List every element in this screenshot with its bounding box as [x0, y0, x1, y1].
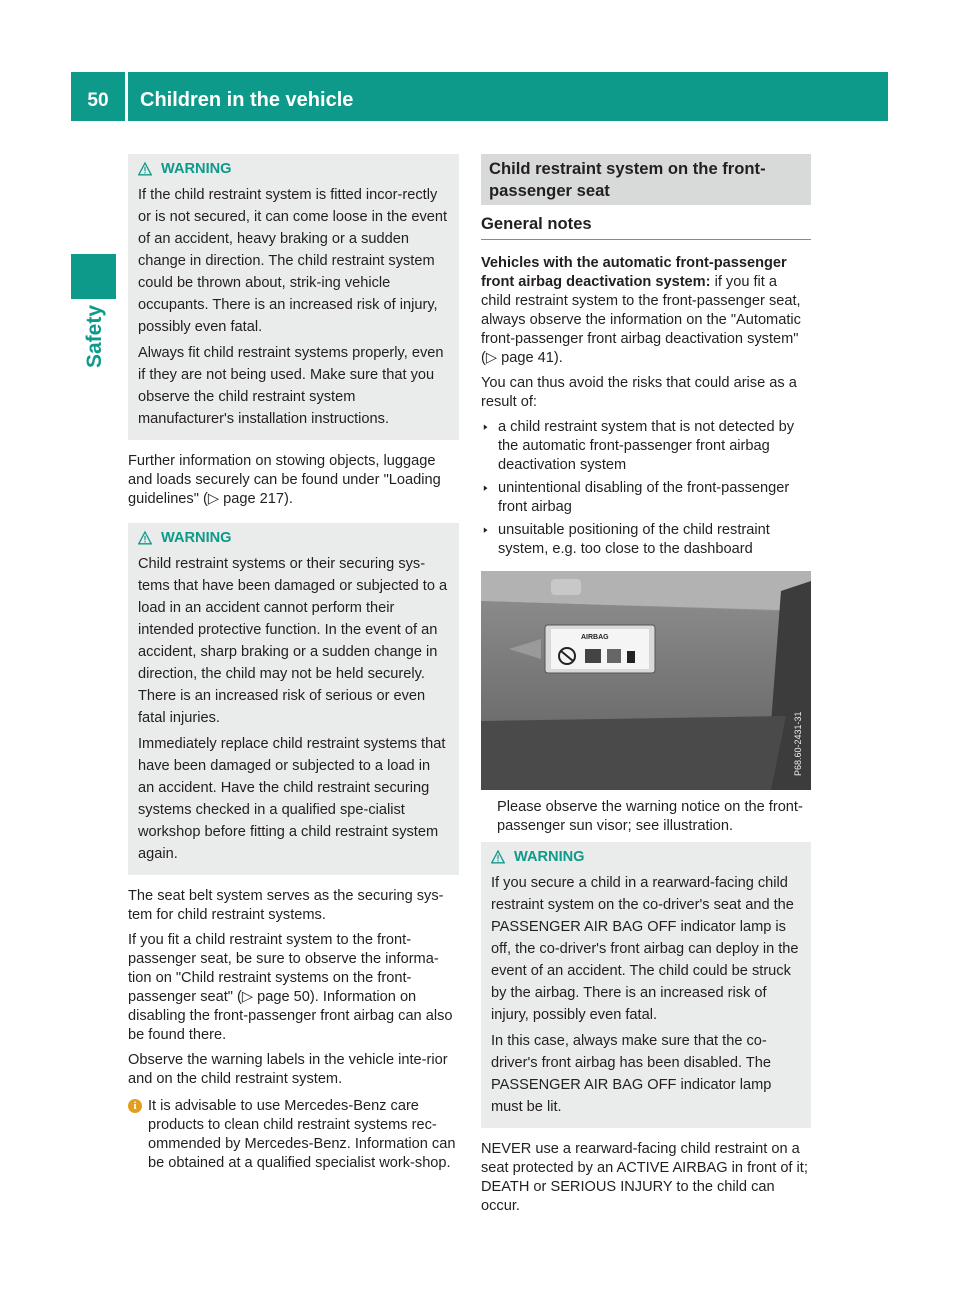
warning-heading [138, 527, 449, 549]
warning-box [128, 523, 459, 875]
info-note [128, 1097, 459, 1173]
warning-triangle-icon [138, 162, 152, 176]
warning-heading [491, 846, 801, 868]
sun-visor-photo [481, 571, 811, 790]
warning-box [128, 154, 459, 440]
warning-text: Child restraint systems or their securing sys-tems that have been damaged or subjected to a load in an accident cannot perform their intended protective function. In the event of an accident, sharp braking or a sudden change in direction, the child may not be held securely. There is an increased risk of serious or even fatal injuries. [138, 556, 448, 726]
chapter-title: Children in the vehicle [140, 89, 354, 111]
list-item: ▶ a child restraint system that is not detected by the automatic front-passenger front airbag deactivation system [481, 418, 811, 475]
warning-text: If the child restraint system is fitted incor-rectly or is not secured, it can come loose in the event of an accident, heavy braking or a sudden change in direction. The child restraint system could be thrown about, strik-ing vehicle occupants. There is an increased risk of injury, possibly even fatal. [138, 187, 448, 335]
warning-text: In this case, always make sure that the co-driver's front airbag has been disabled. The PASSENGER AIR BAG OFF indicator lamp must be lit. [491, 1033, 772, 1115]
warning-text: Always fit child restraint systems properly, even if they are not being used. Make sure that you observe the child restraint system manufacturer's installation instructions. [138, 345, 444, 427]
list-item: ▶ unintentional disabling of the front-passenger front airbag [481, 479, 811, 517]
section-marker [71, 254, 116, 299]
info-icon: i [128, 1099, 142, 1113]
warning-text: If you secure a child in a rearward-facing child restraint system on the co-driver's seat and the PASSENGER AIR BAG OFF indicator lamp is off, the co-driver's front airbag can deploy in the event of an accident. The child could be struck by the airbag. There is an increased risk of injury, possibly even fatal. [491, 875, 799, 1023]
body-text: if you fit a child restraint system to the front-passenger seat, always observe the information on the "Automatic front-passenger front airbag deactivation system" (▷ page 41). [481, 274, 801, 366]
bold-lead: Vehicles with the automatic front-passenger front airbag deactivation system: [481, 255, 787, 290]
image-code: P68.60-2431-31 [793, 711, 803, 776]
risk-list [481, 418, 811, 559]
body-paragraph: The seat belt system serves as the securing sys-tem for child restraint systems. [128, 888, 444, 923]
warning-title: WARNING [514, 849, 585, 865]
warning-title: WARNING [161, 530, 232, 546]
info-text: It is advisable to use Mercedes-Benz care products to clean child restraint systems rec-ommended by Mercedes-Benz. Information can be obtained at a qualified specialist work-shop. [148, 1098, 456, 1171]
right-column [481, 154, 811, 1222]
list-item: ▶ unsuitable positioning of the child restraint system, e.g. too close to the dashboard [481, 521, 811, 559]
warning-triangle-icon [138, 531, 152, 545]
left-column [128, 154, 459, 1173]
sub-heading: General notes [481, 213, 811, 240]
warning-triangle-icon [491, 850, 505, 864]
warning-text: Immediately replace child restraint systems that have been damaged or subjected to a load in an accident. Have the child restraint securing systems checked in a qualified spe-cialist workshop before fitting a child restraint system again. [138, 736, 446, 862]
warning-heading [138, 158, 449, 180]
image-caption: Please observe the warning notice on the front-passenger sun visor; see illustration. [497, 799, 803, 834]
airbag-label-text: AIRBAG [581, 634, 609, 641]
warning-title: WARNING [161, 161, 232, 177]
body-paragraph: Observe the warning labels in the vehicle inte-rior and on the child restraint system. [128, 1052, 448, 1087]
warning-box [481, 842, 811, 1128]
body-paragraph: If you fit a child restraint system to the front-passenger seat, be sure to observe the informa-tion on "Child restraint systems on the front-passenger seat" (▷ page 50). Information on disabling the front-passenger front airbag can also be found there. [128, 932, 453, 1043]
body-paragraph: NEVER use a rearward-facing child restraint on a seat protected by an ACTIVE AIRBAG in front of it; DEATH or SERIOUS INJURY to the child can occur. [481, 1141, 808, 1214]
body-paragraph: You can thus avoid the risks that could arise as a result of: [481, 375, 797, 410]
body-paragraph [481, 254, 811, 368]
section-tab-label: Safety [83, 304, 106, 368]
page-number: 50 [87, 90, 109, 111]
header-divider [125, 72, 128, 121]
body-paragraph: Further information on stowing objects, luggage and loads securely can be found under "Loading guidelines" (▷ page 217). [128, 453, 441, 507]
section-heading: Child restraint system on the front-passenger seat [481, 154, 811, 205]
